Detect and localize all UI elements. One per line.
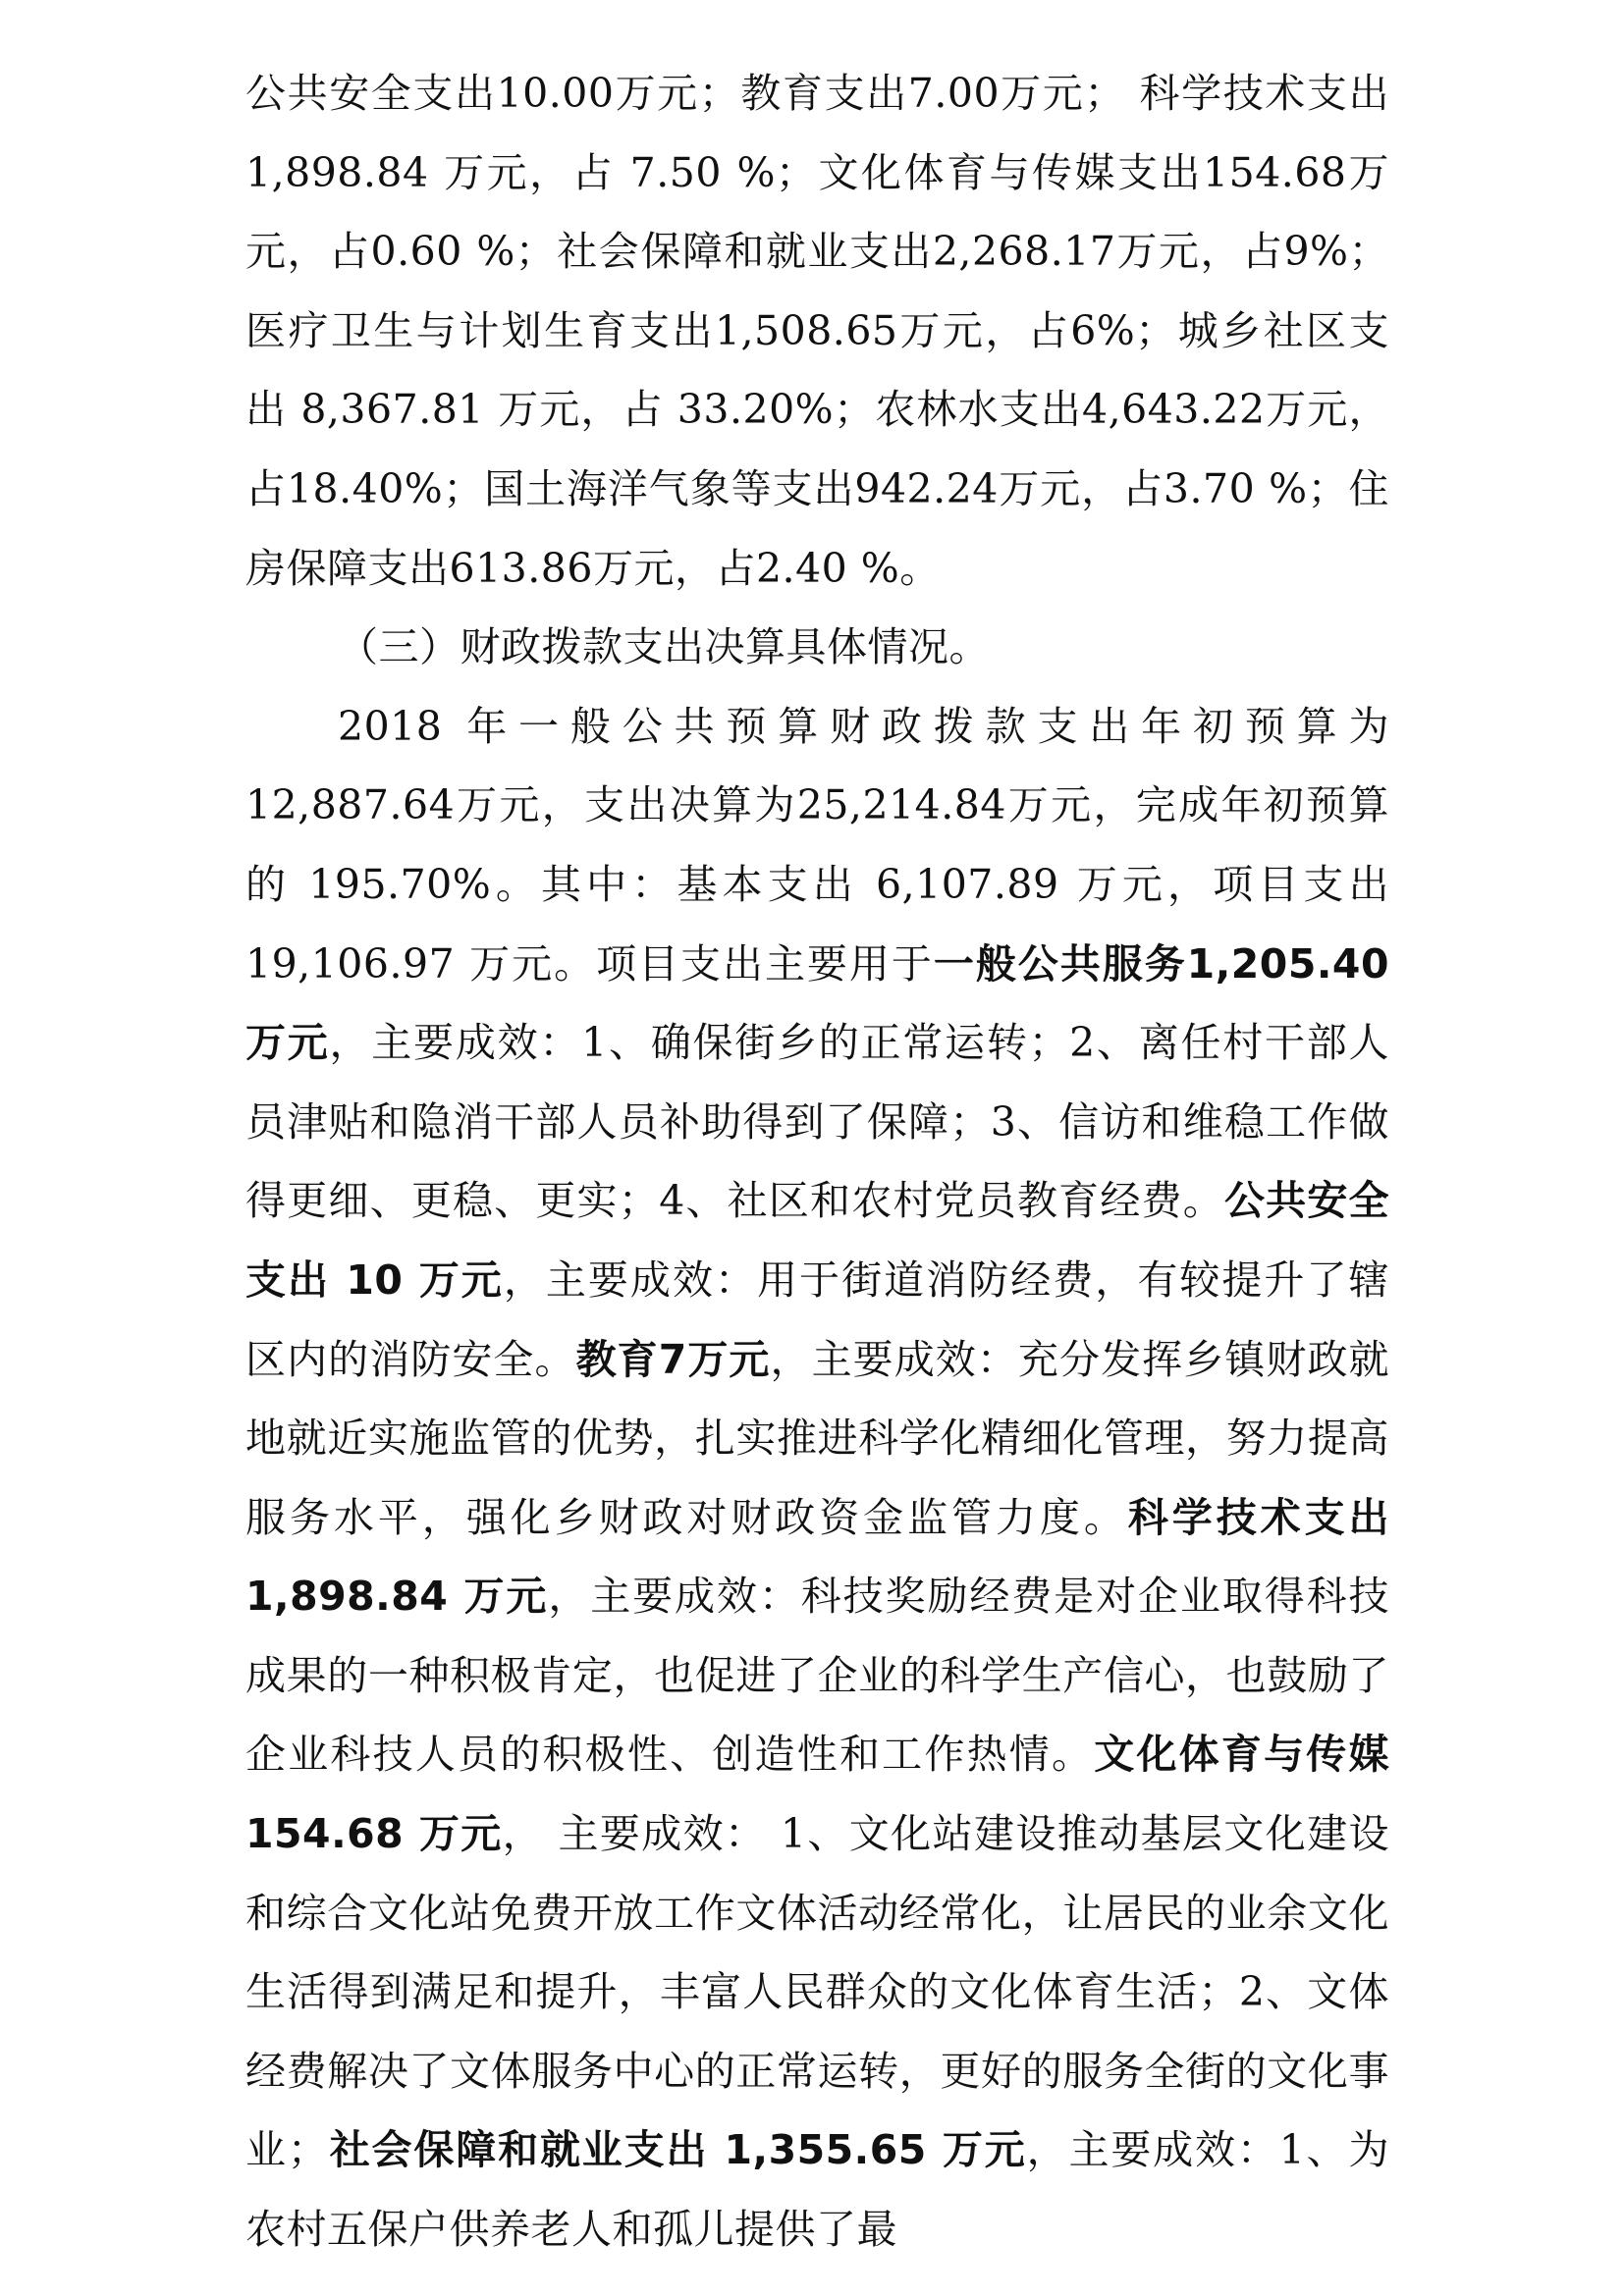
- detail-text-4: ，主要成效：充分发挥乡镇财政就地就近实施监管的优势，扎实推进科学化精细化管理，努力提高服务水平，强化乡财政对财政资金监管力度。: [245, 1335, 1390, 1541]
- detail-text-3: ，主要成效：用于街道消防经费，有较提升了辖区内的消防安全。: [245, 1255, 1389, 1383]
- detail-bold-science-technology: 科学技术支出 1,898.84 万元: [245, 1493, 1390, 1621]
- detail-text-6: ， 主要成效： 1、文化站建设推动基层文化建设和综合文化站免费开放工作文体活动经常化，让居民的业余文化生活得到满足和提升，丰富人民群众的文化体育生活；2、文体经费解决了文体服务中心的正常运转，更好的服务全街的文化事业；: [245, 1810, 1389, 2174]
- detail-bold-general-public-services: 一般公共服务1,205.40 万元: [245, 939, 1389, 1067]
- detail-text-2: ，主要成效：1、确保街乡的正常运转；2、离任村干部人员津贴和隐消干部人员补助得到了保障；3、信访和维稳工作做得更细、更稳、更实；4、社区和农村党员教育经费。: [245, 1019, 1390, 1225]
- detail-bold-culture-sports-media: 文化体育与传媒154.68 万元: [245, 1731, 1390, 1858]
- detail-bold-education: 教育7万元: [575, 1335, 771, 1383]
- section-heading-3: （三）财政拨款支出决算具体情况。: [338, 623, 990, 671]
- expenditure-detail-paragraph: [245, 687, 1389, 2269]
- expenditure-summary-paragraph: 公共安全支出10.00万元；教育支出7.00万元； 科学技术支出 1,898.84 万元，占 7.50 %；文化体育与传媒支出154.68万元，占0.60 %；社会保障和就业支出2,268.17万元，占9%；医疗卫生与计划生育支出1,508.65万元，占6%；城乡社区支出 8,367.81 万元，占 33.20%；农林水支出4,643.22万元，占18.40%；国土海洋气象等支出942.24万元，占3.70 %；住房保障支出613.86万元，占2.40 %。: [245, 70, 1389, 592]
- detail-text-7: ，主要成效：1、为农村五保户供养老人和孤儿提供了最: [245, 2126, 1390, 2254]
- detail-bold-public-safety: 公共安全支出 10 万元: [245, 1177, 1390, 1304]
- detail-text-1: 2018 年一般公共预算财政拨款支出年初预算为12,887.64万元，支出决算为25,214.84万元，完成年初预算的 195.70%。其中：基本支出 6,107.89 万元，项目支出19,106.97 万元。项目支出主要用于: [245, 702, 1389, 988]
- document-page: [245, 54, 1389, 2269]
- detail-bold-social-security: 社会保障和就业支出 1,355.65 万元: [328, 2126, 1027, 2174]
- detail-text-5: ，主要成效：科技奖励经费是对企业取得科技成果的一种积极肯定，也促进了企业的科学生产信心，也鼓励了企业科技人员的积极性、创造性和工作热情。: [245, 1573, 1390, 1779]
